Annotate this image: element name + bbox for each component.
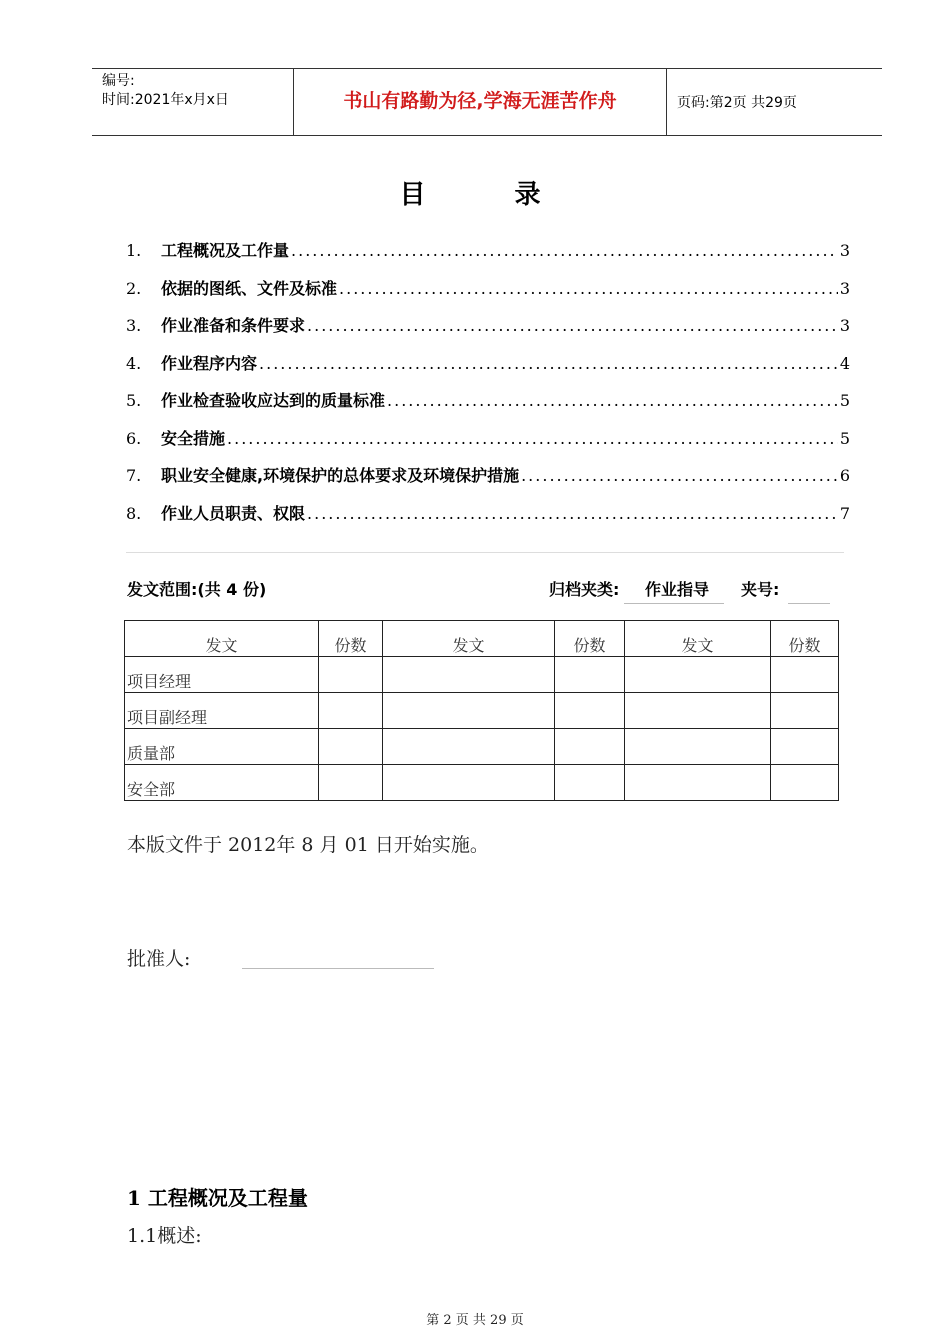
toc-item[interactable] <box>126 388 850 410</box>
table-row <box>125 693 839 729</box>
table-cell[interactable] <box>555 657 625 693</box>
page-info: 页码:第2页 共29页 <box>677 95 797 111</box>
folder-number-label: 夹号: <box>741 580 780 599</box>
toc-item-label: 作业人员职责、权限 <box>161 504 306 523</box>
toc-item-number: 8. <box>126 504 142 523</box>
doc-time-label: 时间:2021年x月x日 <box>102 92 229 108</box>
table-cell[interactable] <box>771 693 839 729</box>
table-cell[interactable] <box>625 765 771 801</box>
toc-leader-dots <box>291 241 838 260</box>
toc-item[interactable] <box>126 313 850 335</box>
doc-code-label: 编号: <box>102 73 135 89</box>
table-header-row <box>125 621 839 657</box>
toc-item-number: 1. <box>126 241 142 260</box>
toc-item-number: 2. <box>126 279 142 298</box>
toc-item-number: 3. <box>126 316 142 335</box>
toc-leader-dots <box>339 279 838 298</box>
table-cell: 安全部 <box>125 765 319 801</box>
toc-leader-dots <box>307 316 838 335</box>
toc-item-number: 4. <box>126 354 142 373</box>
table-cell: 质量部 <box>125 729 319 765</box>
table-cell[interactable] <box>383 657 555 693</box>
column-header: 份数 <box>771 621 839 657</box>
table-cell[interactable] <box>319 657 383 693</box>
approver-signature-field[interactable] <box>242 968 434 969</box>
header-divider <box>666 68 667 136</box>
toc-item-label: 作业准备和条件要求 <box>161 316 306 335</box>
table-cell[interactable] <box>771 657 839 693</box>
toc-item-number: 7. <box>126 466 142 485</box>
table-cell[interactable] <box>625 693 771 729</box>
approver-label: 批准人: <box>127 948 191 970</box>
table-cell[interactable] <box>625 729 771 765</box>
table-cell[interactable] <box>625 657 771 693</box>
toc-item-page: 4 <box>839 354 850 373</box>
toc-item[interactable] <box>126 426 850 448</box>
toc-item-number: 6. <box>126 429 142 448</box>
header-motto: 书山有路勤为径,学海无涯苦作舟 <box>343 90 617 112</box>
section-title: 1 工程概况及工程量 <box>127 1186 308 1210</box>
toc-leader-dots <box>307 504 838 523</box>
table-row <box>125 729 839 765</box>
toc-item-page: 7 <box>839 504 850 523</box>
column-header: 发文 <box>125 621 319 657</box>
table-row <box>125 657 839 693</box>
table-cell[interactable] <box>319 729 383 765</box>
header-top-rule <box>92 68 882 69</box>
table-cell[interactable] <box>383 693 555 729</box>
toc-item-page: 5 <box>839 429 850 448</box>
header-bottom-rule <box>92 135 882 136</box>
table-cell[interactable] <box>771 729 839 765</box>
toc-item[interactable] <box>126 238 850 260</box>
toc-item-page: 5 <box>839 391 850 410</box>
toc-item-page: 3 <box>839 316 850 335</box>
toc-item-label: 安全措施 <box>161 429 226 448</box>
table-cell: 项目副经理 <box>125 693 319 729</box>
toc-item-label: 职业安全健康,环境保护的总体要求及环境保护措施 <box>161 466 520 485</box>
archive-category-label: 归档夹类: <box>549 580 620 599</box>
table-cell[interactable] <box>555 693 625 729</box>
column-header: 发文 <box>625 621 771 657</box>
table-cell[interactable] <box>383 729 555 765</box>
table-cell[interactable] <box>555 765 625 801</box>
archive-category-value: 作业指导 <box>645 580 710 599</box>
toc-item[interactable] <box>126 351 850 373</box>
distribution-scope-label: 发文范围:(共 4 份) <box>127 580 267 599</box>
toc-leader-dots <box>387 391 838 410</box>
column-header: 份数 <box>555 621 625 657</box>
toc-item-label: 作业检查验收应达到的质量标准 <box>161 391 386 410</box>
table-cell[interactable] <box>383 765 555 801</box>
subsection-title: 1.1概述: <box>127 1225 202 1247</box>
table-row <box>125 765 839 801</box>
table-cell[interactable] <box>555 729 625 765</box>
toc-item-page: 6 <box>839 466 850 485</box>
toc-item-label: 工程概况及工作量 <box>161 241 290 260</box>
toc-item-number: 5. <box>126 391 142 410</box>
toc-item-page: 3 <box>839 241 850 260</box>
toc-item-label: 作业程序内容 <box>161 354 258 373</box>
archive-category-underline <box>624 603 724 604</box>
column-header: 份数 <box>319 621 383 657</box>
toc-leader-dots <box>227 429 838 448</box>
toc-title: 目 录 <box>399 180 581 210</box>
toc-leader-dots <box>521 466 838 485</box>
section-separator <box>126 552 844 553</box>
toc-item-label: 依据的图纸、文件及标准 <box>161 279 338 298</box>
toc-item[interactable] <box>126 501 850 523</box>
table-cell[interactable] <box>771 765 839 801</box>
toc-item[interactable] <box>126 276 850 298</box>
toc-item[interactable] <box>126 463 850 485</box>
table-cell[interactable] <box>319 693 383 729</box>
folder-number-field[interactable] <box>788 603 830 604</box>
toc-leader-dots <box>259 354 838 373</box>
column-header: 发文 <box>383 621 555 657</box>
effective-date-statement: 本版文件于 2012年 8 月 01 日开始实施。 <box>127 834 489 856</box>
table-cell: 项目经理 <box>125 657 319 693</box>
distribution-table <box>124 620 839 801</box>
page-footer: 第 2 页 共 29 页 <box>426 1313 524 1328</box>
toc-item-page: 3 <box>839 279 850 298</box>
table-cell[interactable] <box>319 765 383 801</box>
